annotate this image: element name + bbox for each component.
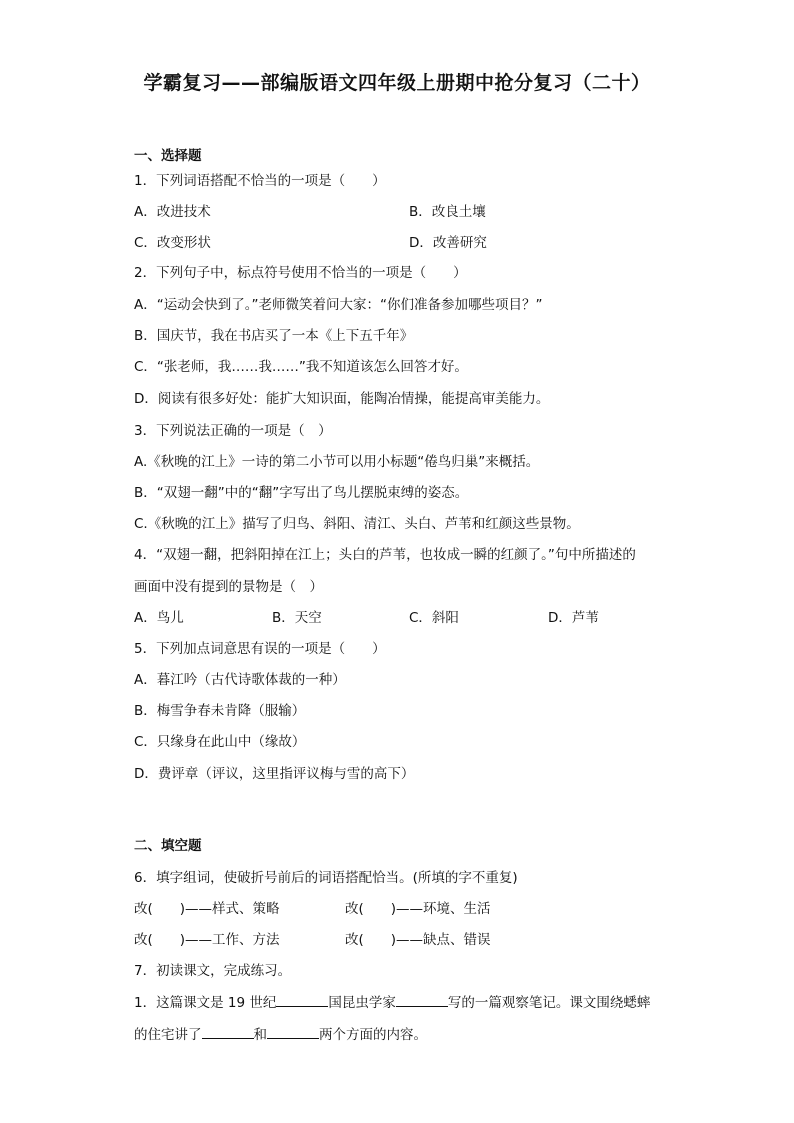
- section-heading-choice: 一、选择题: [134, 148, 202, 164]
- q2-option-a: A．“运动会快到了。”老师微笑着问大家：“你们准备参加哪些项目？”: [134, 297, 543, 313]
- q6-item-1: 改( )——样式、策略: [134, 901, 280, 917]
- q7-text: 国昆虫学家: [328, 995, 396, 1011]
- q1-stem: 1．下列词语搭配不恰当的一项是（ ）: [134, 173, 386, 189]
- q3-option-b: B．“双翅一翻”中的“翻”字写出了鸟儿摆脱束缚的姿态。: [134, 485, 469, 501]
- q4-option-a: A．鸟儿: [134, 610, 184, 626]
- q7-text: 1．这篇课文是 19 世纪: [134, 995, 277, 1011]
- q6-item-2: 改( )——环境、生活: [345, 901, 491, 917]
- q1-option-c: C．改变形状: [134, 235, 211, 251]
- q4-stem-line2: 画面中没有提到的景物是（ ）: [134, 579, 323, 595]
- q7-stem: 7．初读课文，完成练习。: [134, 963, 292, 979]
- q5-option-a: A．暮江吟（古代诗歌体裁的一种）: [134, 672, 346, 688]
- q2-option-b: B．国庆节，我在书店买了一本《上下五千年》: [134, 328, 414, 344]
- q1-option-a: A．改进技术: [134, 204, 211, 220]
- answer-blank[interactable]: [276, 992, 328, 1007]
- q7-fill-line-2: [134, 1024, 427, 1045]
- q3-stem: 3．下列说法正确的一项是（ ）: [134, 423, 332, 439]
- answer-blank[interactable]: [202, 1024, 254, 1039]
- q2-option-d: D．阅读有很多好处：能扩大知识面，能陶冶情操，能提高审美能力。: [134, 391, 550, 407]
- q6-item-3: 改( )——工作、方法: [134, 932, 280, 948]
- q5-stem: 5．下列加点词意思有误的一项是（ ）: [134, 641, 386, 657]
- q3-option-c: C.《秋晚的江上》描写了归鸟、斜阳、清江、头白、芦苇和红颜这些景物。: [134, 516, 580, 532]
- q7-text: 的住宅讲了: [134, 1027, 202, 1043]
- q4-option-c: C．斜阳: [409, 610, 459, 626]
- q2-stem: 2．下列句子中，标点符号使用不恰当的一项是（ ）: [134, 265, 467, 281]
- q6-item-4: 改( )——缺点、错误: [345, 932, 491, 948]
- page-title: 学霸复习——部编版语文四年级上册期中抢分复习（二十）: [143, 72, 651, 94]
- answer-blank[interactable]: [396, 992, 448, 1007]
- q7-text: 和: [253, 1027, 267, 1043]
- q7-text: 两个方面的内容。: [319, 1027, 427, 1043]
- q7-fill-line-1: [134, 992, 650, 1013]
- section-heading-fill: 二、填空题: [134, 838, 202, 854]
- q2-option-c: C．“张老师，我……我……”我不知道该怎么回答才好。: [134, 359, 468, 375]
- answer-blank[interactable]: [267, 1024, 319, 1039]
- q4-stem-line1: 4．“双翅一翻，把斜阳掉在江上；头白的芦苇，也妆成一瞬的红颜了。”句中所描述的: [134, 547, 636, 563]
- q6-stem: 6．填字组词，使破折号前后的词语搭配恰当。(所填的字不重复): [134, 870, 518, 886]
- q1-option-b: B．改良土壤: [409, 204, 486, 220]
- q5-option-b: B．梅雪争春未肯降（服输）: [134, 703, 306, 719]
- q4-option-b: B．天空: [272, 610, 322, 626]
- q1-option-d: D．改善研究: [409, 235, 487, 251]
- q7-text: 写的一篇观察笔记。课文围绕蟋蟀: [447, 995, 651, 1011]
- q5-option-d: D．费评章（评议，这里指评议梅与雪的高下）: [134, 766, 415, 782]
- q5-option-c: C．只缘身在此山中（缘故）: [134, 734, 306, 750]
- q3-option-a: A.《秋晚的江上》一诗的第二小节可以用小标题“倦鸟归巢”来概括。: [134, 454, 540, 470]
- q4-option-d: D．芦苇: [548, 610, 599, 626]
